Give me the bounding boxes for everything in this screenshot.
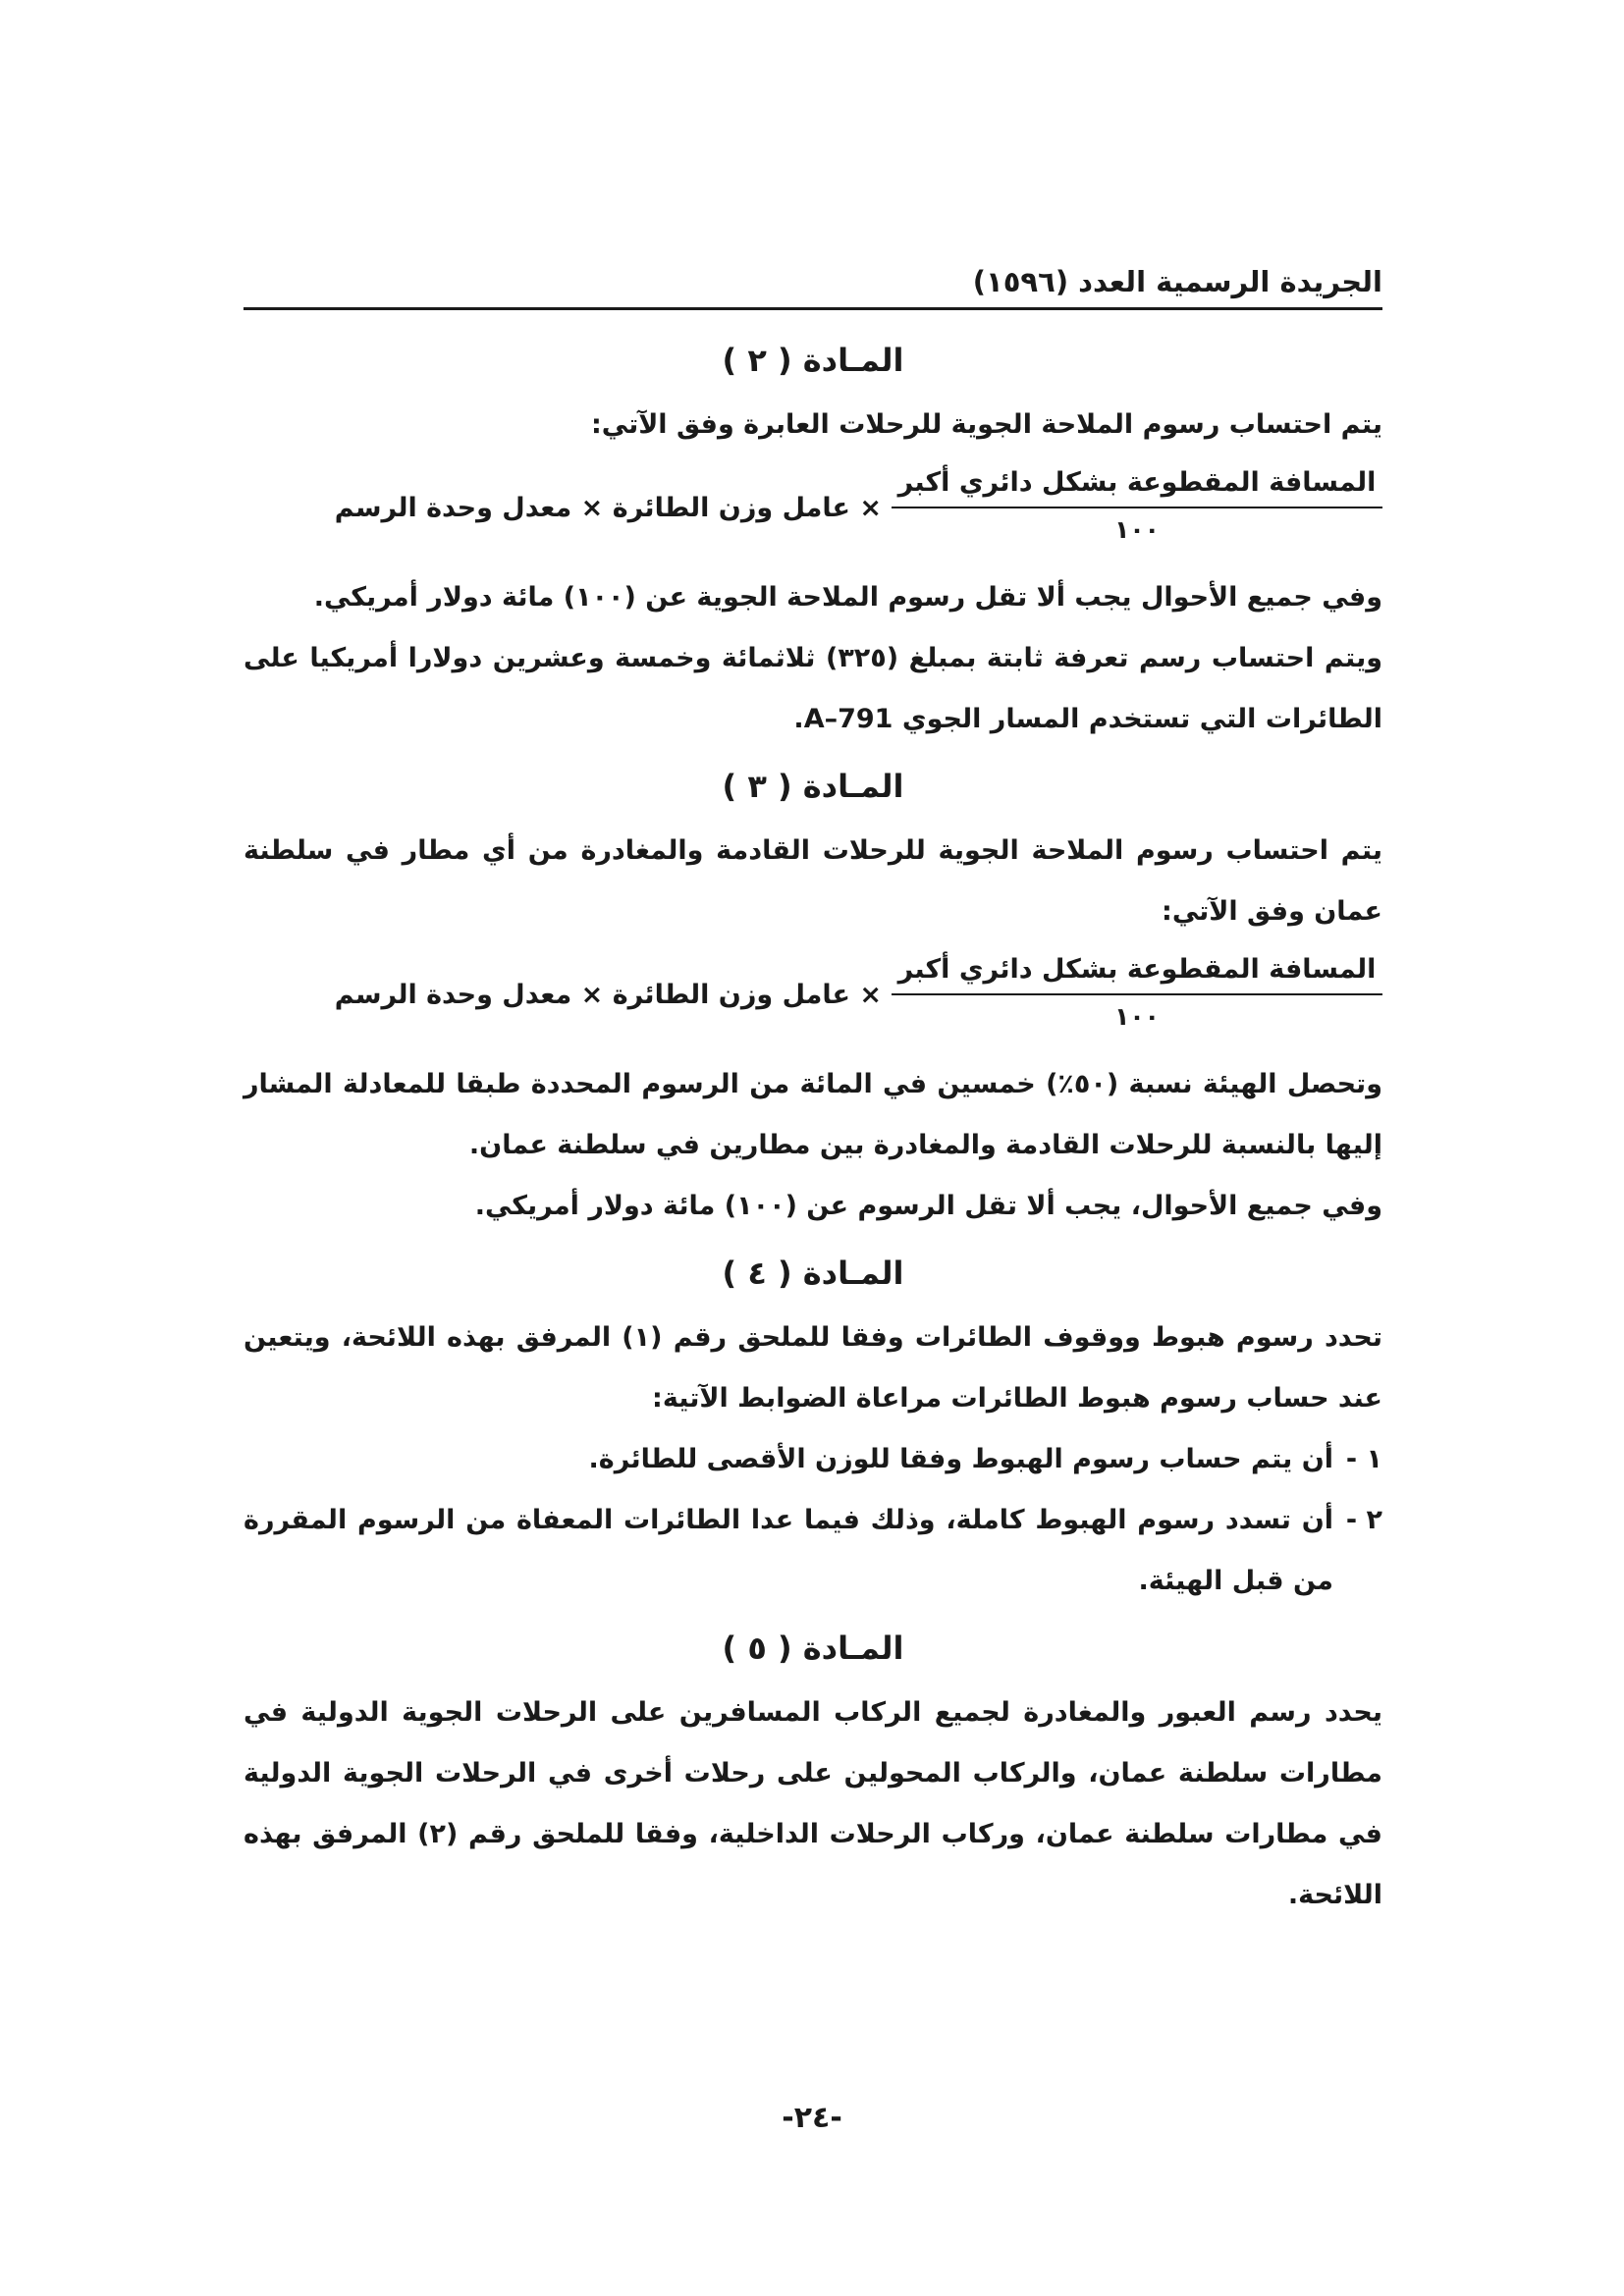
article-5 [244,1618,1382,1926]
page-number: -٢٤- [782,2101,842,2135]
article-title: المـادة ( ٤ ) [722,1255,904,1292]
article-title: المـادة ( ٣ ) [722,768,904,805]
formula-factors: × عامل وزن الطائرة × معدل وحدة الرسم [334,980,882,1010]
formula-factors: × عامل وزن الطائرة × معدل وحدة الرسم [334,493,882,523]
fee-formula [244,461,1382,560]
article-paragraph: وفي جميع الأحوال يجب ألا تقل رسوم الملاحة الجوية عن (١٠٠) مائة دولار أمريكي. [313,582,1382,613]
fee-formula [244,948,1382,1046]
list-item [244,1429,1382,1490]
article-paragraph: وفي جميع الأحوال، يجب ألا تقل الرسوم عن (١٠٠) مائة دولار أمريكي. [474,1191,1382,1221]
list-item-text: أن تسدد رسوم الهبوط كاملة، وذلك فيما عدا الطائرات المعفاة من الرسوم المقررة من قبل الهيئة. [244,1505,1333,1596]
article-intro: يتم احتساب رسوم الملاحة الجوية للرحلات العابرة وفق الآتي: [590,409,1382,440]
article-intro: يحدد رسم العبور والمغادرة لجميع الركاب المسافرين على الرحلات الجوية الدولية في مطارات سلطنة عمان، والركاب المحولين على رحلات أخرى في الرحلات الجوية الدولية في مطارات سلطنة عمان، وركاب الرحلات الداخلية، وفقا للملحق رقم (٢) المرفق بهذه اللائحة. [244,1697,1382,1910]
list-item-text: أن يتم حساب رسوم الهبوط وفقا للوزن الأقصى للطائرة. [588,1444,1333,1474]
header-divider [244,307,1382,310]
document-body [244,324,1382,1926]
article-2 [244,330,1382,750]
article-intro: تحدد رسوم هبوط ووقوف الطائرات وفقا للملحق رقم (١) المرفق بهذه اللائحة، ويتعين عند حساب رسوم هبوط الطائرات مراعاة الضوابط الآتية: [244,1322,1382,1414]
formula-fraction [892,461,1382,552]
list-item-number: ١ - [1345,1444,1382,1474]
formula-numerator: المسافة المقطوعة بشكل دائري أكبر [892,461,1382,508]
formula-fraction [892,948,1382,1039]
article-intro: يتم احتساب رسوم الملاحة الجوية للرحلات القادمة والمغادرة من أي مطار في سلطنة عمان وفق الآتي: [244,835,1382,927]
article-4 [244,1243,1382,1612]
list-item-number: ٢ - [1345,1505,1382,1535]
list-item [244,1490,1382,1612]
article-3 [244,756,1382,1237]
formula-numerator: المسافة المقطوعة بشكل دائري أكبر [892,948,1382,995]
gazette-header: الجريدة الرسمية العدد (١٥٩٦) [972,265,1382,298]
article-paragraph: وتحصل الهيئة نسبة (٥٠٪) خمسين في المائة من الرسوم المحددة طبقا للمعادلة المشار إليها بالنسبة للرحلات القادمة والمغادرة بين مطارين في سلطنة عمان. [244,1069,1382,1160]
formula-denominator: ١٠٠ [1114,515,1160,544]
article-title: المـادة ( ٥ ) [722,1629,904,1667]
article-paragraph: ويتم احتساب رسم تعرفة ثابتة بمبلغ (٣٢٥) ثلاثمائة وخمسة وعشرين دولارا أمريكيا على الطائرات التي تستخدم المسار الجوي A–791. [244,643,1382,734]
article-title: المـادة ( ٢ ) [722,342,904,379]
formula-denominator: ١٠٠ [1114,1002,1160,1031]
